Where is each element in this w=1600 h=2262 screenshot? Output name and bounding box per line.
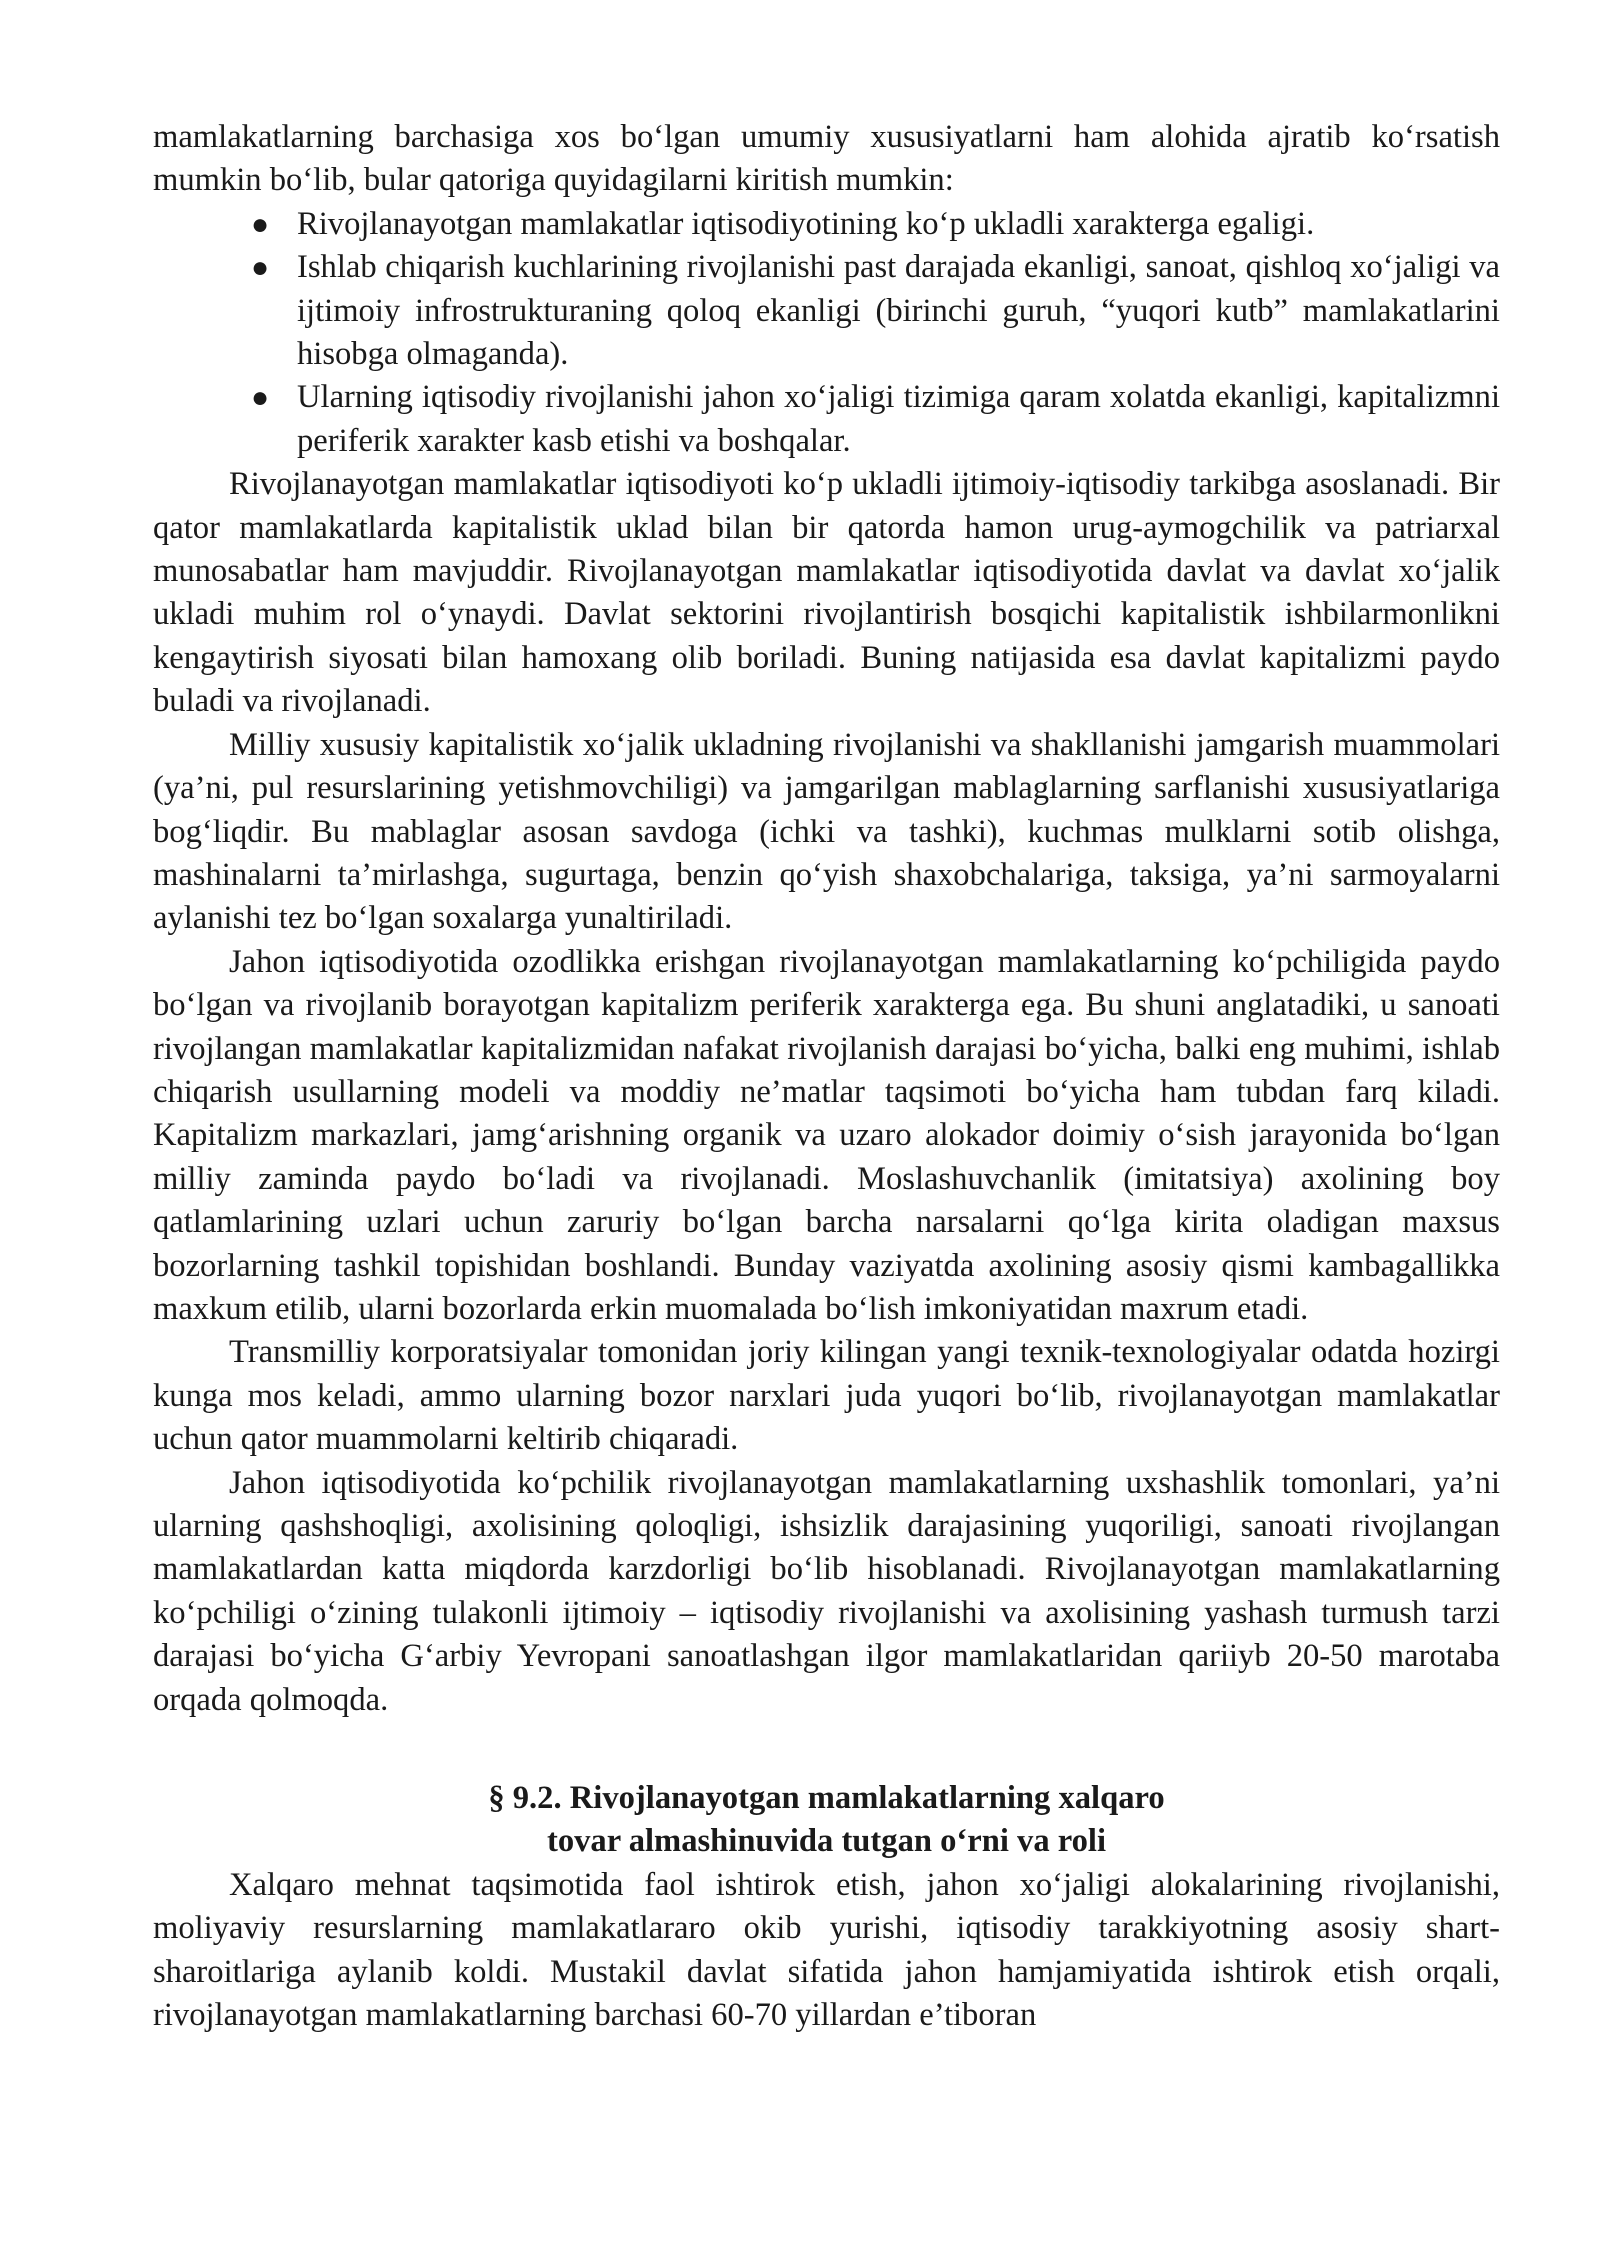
bullet-list — [153, 203, 1500, 463]
intro-paragraph: mamlakatlarning barchasiga xos bo‘lgan umumiy xususiyatlarni ham alohida ajratib ko‘rsatish mumkin bo‘lib, bular qatoriga quyidagilarni kiritish mumkin: — [153, 119, 1500, 199]
bullet-text: Ishlab chiqarish kuchlarining rivojlanishi past darajada ekanligi, sanoat, qishloq xo‘jaligi va ijtimoiy infrostrukturaning qoloq ekanligi (birinchi guruh, “yuqori kutb” mamlakatlarini hisobga olmaganda). — [297, 249, 1500, 373]
body-paragraph: Jahon iqtisodiyotida ko‘pchilik rivojlanayotgan mamlakatlarning uxshashlik tomonlari, ya’ni ularning qashshoqligi, axolisining qoloqligi, ishsizlik darajasining yuqoriligi, sanoati rivojlangan mamlakatlardan katta miqdorda karzdorligi bo‘lib hisoblanadi. Rivojlanayotgan mamlakatlarning ko‘pchiligi o‘zining tulakonli ijtimoiy – iqtisodiy rivojlanishi va axolisining yashash turmush tarzi darajasi bo‘yicha G‘arbiy Yevropani sanoatlashgan ilgor mamlakatlaridan qariiyb 20-50 marotaba orqada qolmoqda. — [153, 1464, 1500, 1718]
bullet-text: Ularning iqtisodiy rivojlanishi jahon xo‘jaligi tizimiga qaram xolatda ekanligi, kapitalizmni periferik xarakter kasb etishi va boshqalar. — [297, 379, 1500, 459]
bullet-item — [251, 203, 1500, 246]
bullet-item — [251, 376, 1500, 463]
bullet-icon: ● — [251, 251, 270, 285]
section-heading-line2: tovar almashinuvida tutgan o‘rni va roli — [546, 1823, 1107, 1860]
bullet-text: Rivojlanayotgan mamlakatlar iqtisodiyotining ko‘p ukladli xarakterga egaligi. — [297, 205, 1315, 242]
bullet-icon: ● — [251, 207, 270, 241]
section-heading-line1: § 9.2. Rivojlanayotgan mamlakatlarning xalqaro — [488, 1780, 1165, 1817]
bullet-icon: ● — [251, 381, 270, 415]
section-heading — [153, 1777, 1500, 1864]
body-paragraph: Milliy xususiy kapitalistik xo‘jalik ukladning rivojlanishi va shakllanishi jamgarish muammolari (ya’ni, pul resurslarining yetishmovchiligi) va jamgarilgan mablaglarning sarflanishi xususiyatlariga bog‘liqdir. Bu mablaglar asosan savdoga (ichki va tashki), kuchmas mulklarni sotib olishga, mashinalarni ta’mirlashga, sugurtaga, benzin qo‘yish shaxobchalariga, taksiga, ya’ni sarmoyalarni aylanishi tez bo‘lgan soxalarga yunaltiriladi. — [153, 726, 1500, 937]
body-paragraph: Rivojlanayotgan mamlakatlar iqtisodiyoti ko‘p ukladli ijtimoiy-iqtisodiy tarkibga asoslanadi. Bir qator mamlakatlarda kapitalistik uklad bilan bir qatorda hamon urug-aymogchilik va patriarxal munosabatlar ham mavjuddir. Rivojlanayotgan mamlakatlar iqtisodiyotida davlat va davlat xo‘jalik ukladi muhim rol o‘ynaydi. Davlat sektorini rivojlantirish bosqichi kapitalistik ishbilarmonlikni kengaytirish siyosati bilan hamoxang olib boriladi. Buning natijasida esa davlat kapitalizmi paydo buladi va rivojlanadi. — [153, 466, 1500, 720]
bullet-item — [251, 246, 1500, 376]
body-paragraph: Transmilliy korporatsiyalar tomonidan joriy kilingan yangi texnik-texnologiyalar odatda hozirgi kunga mos keladi, ammo ularning bozor narxlari juda yuqori bo‘lib, rivojlanayotgan mamlakatlar uchun qator muammolarni keltirib chiqaradi. — [153, 1334, 1500, 1458]
body-paragraph: Jahon iqtisodiyotida ozodlikka erishgan rivojlanayotgan mamlakatlarning ko‘pchiligida paydo bo‘lgan va rivojlanib borayotgan kapitalizm periferik xarakterga ega. Bu shuni anglatadiki, u sanoati rivojlangan mamlakatlar kapitalizmidan nafakat rivojlanish darajasi bo‘yicha, balki eng muhimi, ishlab chiqarish usullarning modeli va moddiy ne’matlar taqsimoti bo‘yicha ham tubdan farq kiladi. Kapitalizm markazlari, jamg‘arishning organik va uzaro alokador doimiy o‘sish jarayonida bo‘lgan milliy zaminda paydo bo‘ladi va rivojlanadi. Moslashuvchanlik (imitatsiya) axolining boy qatlamlarining uzlari uchun zaruriy bo‘lgan barcha narsalarni qo‘lga kirita oladigan maxsus bozorlarning tashkil topishidan boshlandi. Bunday vaziyatda axolining asosiy qismi kambagallikka maxkum etilib, ularni bozorlarda erkin muomalada bo‘lish imkoniyatidan maxrum etadi. — [153, 943, 1500, 1327]
section-paragraph: Xalqaro mehnat taqsimotida faol ishtirok etish, jahon xo‘jaligi alokalarining rivojlanishi, moliyaviy resurslarning mamlakatlararo okib yurishi, iqtisodiy tarakkiyotning asosiy shart-sharoitlariga aylanib koldi. Mustakil davlat sifatida jahon hamjamiyatida ishtirok etish orqali, rivojlanayotgan mamlakatlarning barchasi 60-70 yillardan e’tiboran — [153, 1866, 1500, 2034]
